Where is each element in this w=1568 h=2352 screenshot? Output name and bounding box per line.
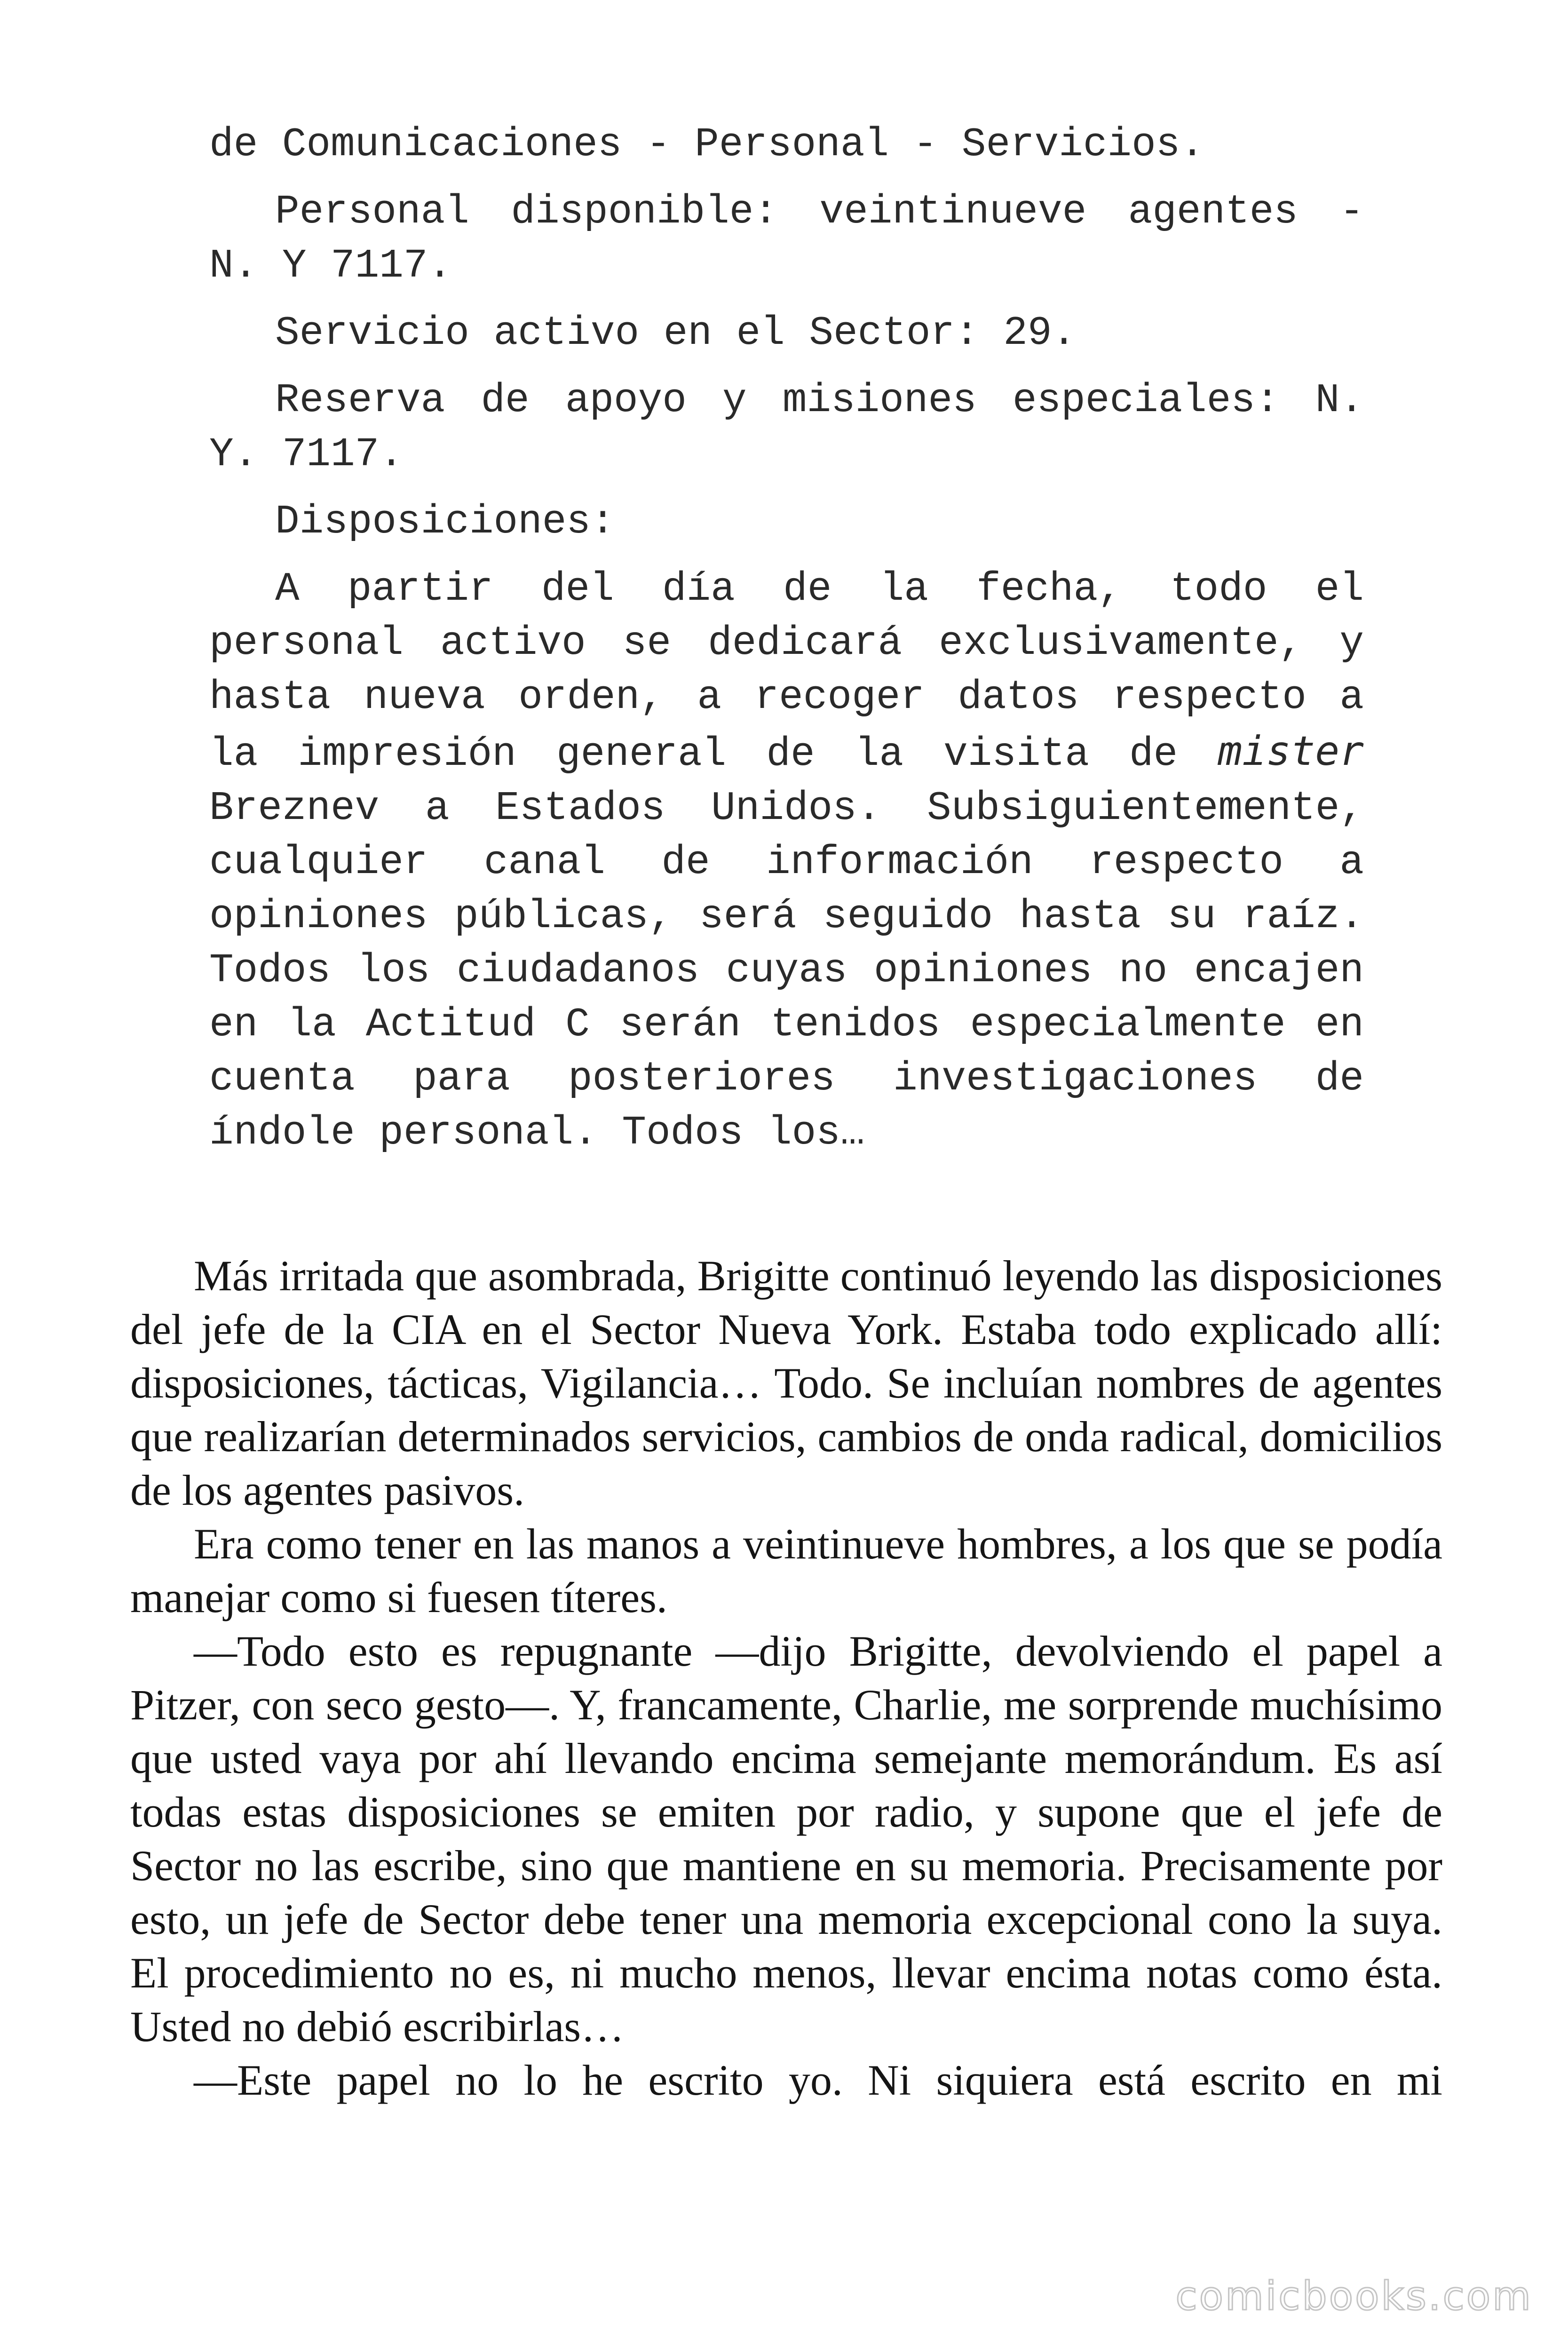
paragraph: Era como tener en las manos a veintinueve hombres, a los que se podía manejar como si fuesen títeres. <box>130 1520 1442 1621</box>
narrative-text <box>130 1249 1442 2107</box>
memo-line: de Comunicaciones - Personal - Servicios. <box>209 121 1204 167</box>
paragraph: —Todo esto es repugnante —dijo Brigitte, devolviendo el papel a Pitzer, con seco gesto—. Y, francamente, Charlie, me sorprende muchísimo que usted vaya por ahí llevando encima semejante memorándum. Es así todas estas disposiciones se emiten por radio, y supone que el jefe de Sector no las escribe, sino que mantiene en su memoria. Precisamente por esto, un jefe de Sector debe tener una memoria excepcional cono la suya. El procedimiento no es, ni mucho menos, llevar encima notas como ésta. Usted no debió escribirlas… <box>130 1627 1442 2050</box>
memo-italic-word: mister <box>1218 728 1364 775</box>
memo-line: Servicio activo en el Sector: 29. <box>275 310 1077 356</box>
watermark: comicbooks.com <box>1175 2273 1533 2319</box>
memo-line: Reserva de apoyo y misiones especiales: N. Y. 7117. <box>209 377 1364 477</box>
typewritten-memo <box>209 118 1364 1173</box>
memo-line: Disposiciones: <box>275 499 615 545</box>
memo-text: Breznev a Estados Unidos. Subsiguientemente, cualquier canal de información respecto a opiniones públicas, será seguido hasta su raíz. Todos los ciudadanos cuyas opiniones no encajen en la Actitud C serán tenidos especialmente en cuenta para posteriores investigaciones de índole personal. Todos los… <box>209 785 1364 1156</box>
paragraph: —Este papel no lo he escrito yo. Ni siquiera está escrito en mi <box>194 2056 1442 2104</box>
memo-line: Personal disponible: veintinueve agentes - N. Y 7117. <box>209 189 1364 289</box>
memo-text: A partir del día de la fecha, todo el personal activo se dedicará exclusivamente, y hasta nueva orden, a recoger datos respecto a la impresión general de la visita de <box>209 566 1364 777</box>
memo-paragraph <box>209 562 1364 1160</box>
paragraph: Más irritada que asombrada, Brigitte continuó leyendo las disposiciones del jefe de la CIA en el Sector Nueva York. Estaba todo explicado allí: disposiciones, tácticas, Vigilancia… Todo. Se incluían nombres de agentes que realizarían determinados servicios, cambios de onda radical, domicilios de los agentes pasivos. <box>130 1252 1442 1514</box>
